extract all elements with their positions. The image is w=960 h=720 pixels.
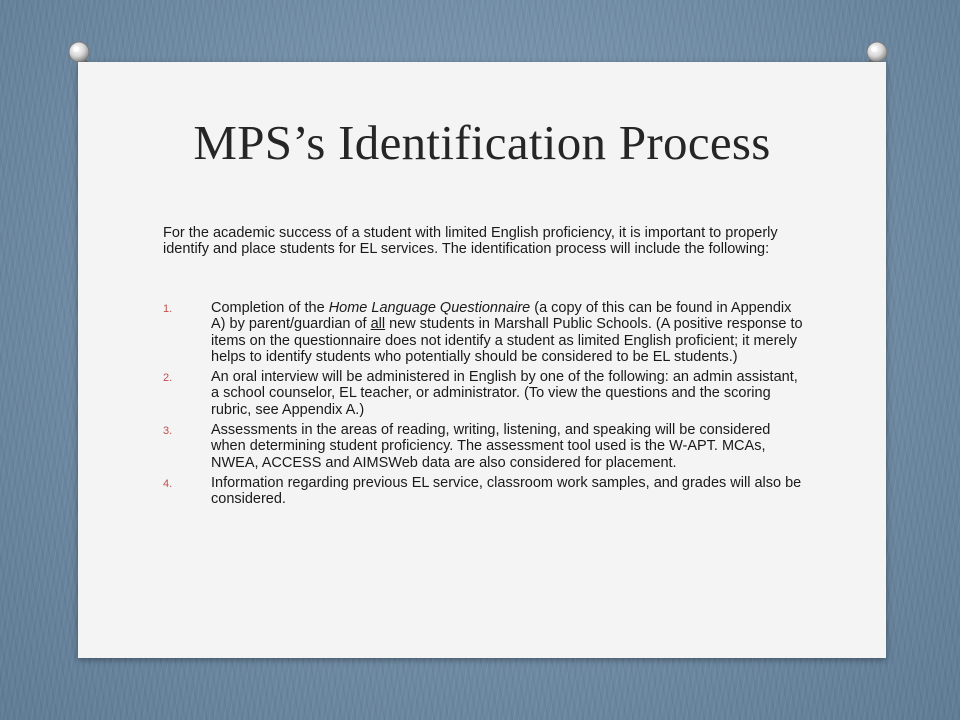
step-text: Information regarding previous EL service, classroom work samples, and grades will also be considered.	[211, 474, 802, 508]
slide-title: MPS’s Identification Process	[193, 115, 771, 170]
identification-steps-list	[163, 300, 803, 512]
step-text: new students in Marshall Public Schools. (A positive response to items on the questionnaire does not identify a student as limited English proficient; it merely helps to identify students who potentially should be considered to be EL students.)	[211, 316, 803, 365]
underlined-word: all	[370, 316, 386, 333]
list-item-number: 4.	[163, 477, 173, 490]
step-text: An oral interview will be administered in English by one of the following: an admin assistant, a school counselor, EL teacher, or administrator. (To view the questions and the scoring rubric, see Appendix A.)	[211, 369, 798, 418]
intro-paragraph: For the academic success of a student with limited English proficiency, it is important to properly identify and place students for EL services. The identification process will include the following:	[163, 225, 778, 258]
list-item	[163, 300, 803, 365]
step-text: Assessments in the areas of reading, writing, listening, and speaking will be considered when determining student proficiency. The assessment tool used is the W-APT. MCAs, NWEA, ACCESS and AIMSWeb data are also considered for placement.	[211, 422, 771, 471]
list-item-number: 2.	[163, 372, 173, 385]
list-item	[163, 475, 803, 508]
list-item	[163, 369, 803, 418]
step-text: (a copy of this can be found in Appendix A) by parent/guardian of	[211, 300, 792, 333]
list-item-number: 3.	[163, 425, 173, 438]
list-item-number: 1.	[163, 303, 173, 315]
questionnaire-title: Home Language Questionnaire	[328, 300, 531, 316]
step-text: Completion of the	[211, 300, 329, 316]
list-item	[163, 422, 803, 471]
